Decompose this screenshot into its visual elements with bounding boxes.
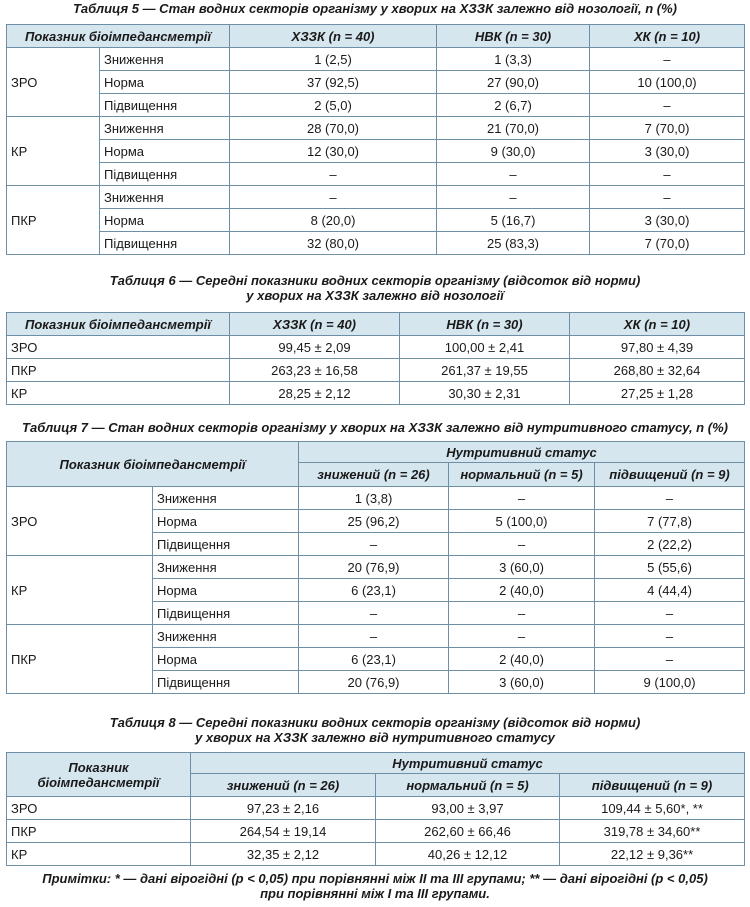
cell: 20 (76,9) <box>299 556 449 579</box>
cell: 21 (70,0) <box>437 117 590 140</box>
cell: 262,60 ± 66,46 <box>376 820 560 843</box>
row-label: Підвищення <box>100 94 230 117</box>
cell: 3 (60,0) <box>449 556 595 579</box>
table-row <box>7 487 745 510</box>
table-row <box>7 556 745 579</box>
table6-header-indicator: Показник біоімпедансметрії <box>7 313 230 336</box>
table6-caption-line1: Таблиця 6 — Середні показники водних секторів організму (відсоток від норми) <box>109 273 641 288</box>
group-label: ЗРО <box>7 48 100 117</box>
table7-subheader-col1: знижений (n = 26) <box>299 463 449 487</box>
cell: 40,26 ± 12,12 <box>376 843 560 866</box>
table7-header-group: Нутритивний статус <box>299 442 745 463</box>
table7-caption: Таблиця 7 — Стан водних секторів організму у хворих на ХЗЗК залежно від нутритивного статусу, n (%) <box>22 420 728 435</box>
row-label: Норма <box>153 510 299 533</box>
row-label: ЗРО <box>7 336 230 359</box>
footnote-line1: Примітки: * — дані вірогідні (р < 0,05) при порівнянні між II та III групами; ** — дані вірогідні (р < 0,05) <box>42 871 708 886</box>
table5-header-col3: ХК (n = 10) <box>590 25 745 48</box>
cell: – <box>595 602 745 625</box>
table8 <box>6 752 745 866</box>
table8-subheader-col3: підвищений (n = 9) <box>560 774 745 797</box>
row-label: Підвищення <box>153 602 299 625</box>
cell: 22,12 ± 9,36** <box>560 843 745 866</box>
table6-caption <box>0 273 750 303</box>
cell: 2 (40,0) <box>449 648 595 671</box>
table6-header-col2: НВК (n = 30) <box>400 313 570 336</box>
table7-subheader-col2: нормальний (n = 5) <box>449 463 595 487</box>
cell: – <box>449 533 595 556</box>
table5-caption: Таблиця 5 — Стан водних секторів організму у хворих на ХЗЗК залежно від нозології, n (%) <box>72 1 678 16</box>
table8-header-indicator <box>7 753 191 797</box>
table-row <box>7 71 745 94</box>
table6-caption-line2: у хворих на ХЗЗК залежно від нозології <box>246 288 504 303</box>
cell: 261,37 ± 19,55 <box>400 359 570 382</box>
cell: 2 (5,0) <box>230 94 437 117</box>
row-label: Зниження <box>100 48 230 71</box>
cell: 28,25 ± 2,12 <box>230 382 400 405</box>
cell: 3 (30,0) <box>590 140 745 163</box>
row-label: Норма <box>153 579 299 602</box>
table8-caption-line1: Таблиця 8 — Середні показники водних секторів організму (відсоток від норми) <box>109 715 641 730</box>
table5 <box>6 24 745 255</box>
cell: – <box>299 602 449 625</box>
cell: – <box>299 625 449 648</box>
group-label: КР <box>7 117 100 186</box>
table6-header-col3: ХК (n = 10) <box>570 313 745 336</box>
row-label: Підвищення <box>100 232 230 255</box>
table5-header-col1: ХЗЗК (n = 40) <box>230 25 437 48</box>
cell: – <box>590 94 745 117</box>
table-row <box>7 382 745 405</box>
cell: 27 (90,0) <box>437 71 590 94</box>
cell: 2 (40,0) <box>449 579 595 602</box>
table-row <box>7 843 745 866</box>
group-label: КР <box>7 556 153 625</box>
row-label: Норма <box>100 71 230 94</box>
row-label: Зниження <box>153 487 299 510</box>
cell: – <box>299 533 449 556</box>
cell: 25 (96,2) <box>299 510 449 533</box>
cell: 8 (20,0) <box>230 209 437 232</box>
cell: 3 (60,0) <box>449 671 595 694</box>
cell: 7 (70,0) <box>590 117 745 140</box>
cell: 5 (100,0) <box>449 510 595 533</box>
cell: – <box>595 487 745 510</box>
row-label: Зниження <box>153 556 299 579</box>
table8-caption-line2: у хворих на ХЗЗК залежно від нутритивного статусу <box>195 730 555 745</box>
table7-header-indicator: Показник біоімпедансметрії <box>7 442 299 487</box>
footnote <box>0 871 750 901</box>
row-label: Норма <box>100 209 230 232</box>
cell: 5 (55,6) <box>595 556 745 579</box>
table-row <box>7 163 745 186</box>
cell: 263,23 ± 16,58 <box>230 359 400 382</box>
cell: – <box>590 186 745 209</box>
row-label: ЗРО <box>7 797 191 820</box>
cell: 30,30 ± 2,31 <box>400 382 570 405</box>
table5-header-indicator: Показник біоімпедансметрії <box>7 25 230 48</box>
row-label: Підвищення <box>153 533 299 556</box>
cell: 20 (76,9) <box>299 671 449 694</box>
table-row <box>7 48 745 71</box>
cell: 37 (92,5) <box>230 71 437 94</box>
table8-header-indicator-line2: біоімпедансметрії <box>37 774 160 790</box>
cell: 1 (3,8) <box>299 487 449 510</box>
row-label: КР <box>7 382 230 405</box>
cell: 28 (70,0) <box>230 117 437 140</box>
cell: 5 (16,7) <box>437 209 590 232</box>
cell: 12 (30,0) <box>230 140 437 163</box>
table-row <box>7 94 745 117</box>
cell: – <box>437 186 590 209</box>
cell: – <box>449 487 595 510</box>
cell: 2 (22,2) <box>595 533 745 556</box>
cell: 99,45 ± 2,09 <box>230 336 400 359</box>
cell: 100,00 ± 2,41 <box>400 336 570 359</box>
cell: 7 (70,0) <box>590 232 745 255</box>
cell: 32 (80,0) <box>230 232 437 255</box>
table-row <box>7 797 745 820</box>
table-row <box>7 336 745 359</box>
cell: 25 (83,3) <box>437 232 590 255</box>
table-row <box>7 209 745 232</box>
cell: 1 (2,5) <box>230 48 437 71</box>
table8-subheader-col2: нормальний (n = 5) <box>376 774 560 797</box>
table7-subheader-col3: підвищений (n = 9) <box>595 463 745 487</box>
table-row <box>7 625 745 648</box>
row-label: КР <box>7 843 191 866</box>
cell: 7 (77,8) <box>595 510 745 533</box>
cell: 1 (3,3) <box>437 48 590 71</box>
cell: 6 (23,1) <box>299 579 449 602</box>
cell: 109,44 ± 5,60*, ** <box>560 797 745 820</box>
table8-header-indicator-line1: Показник <box>68 759 129 775</box>
group-label: ЗРО <box>7 487 153 556</box>
cell: 97,23 ± 2,16 <box>191 797 376 820</box>
cell: – <box>230 163 437 186</box>
cell: – <box>449 625 595 648</box>
table7 <box>6 441 745 694</box>
row-label: ПКР <box>7 359 230 382</box>
row-label: Зниження <box>100 186 230 209</box>
cell: 268,80 ± 32,64 <box>570 359 745 382</box>
cell: 9 (100,0) <box>595 671 745 694</box>
cell: – <box>449 602 595 625</box>
cell: 27,25 ± 1,28 <box>570 382 745 405</box>
table-row <box>7 820 745 843</box>
cell: 97,80 ± 4,39 <box>570 336 745 359</box>
cell: 93,00 ± 3,97 <box>376 797 560 820</box>
cell: – <box>590 163 745 186</box>
cell: – <box>230 186 437 209</box>
table8-header-group: Нутритивний статус <box>191 753 745 774</box>
table-row <box>7 117 745 140</box>
table-row <box>7 359 745 382</box>
row-label: Зниження <box>153 625 299 648</box>
cell: 32,35 ± 2,12 <box>191 843 376 866</box>
cell: – <box>437 163 590 186</box>
group-label: ПКР <box>7 625 153 694</box>
row-label: Підвищення <box>153 671 299 694</box>
table-row <box>7 186 745 209</box>
table6-header-col1: ХЗЗК (n = 40) <box>230 313 400 336</box>
cell: – <box>590 48 745 71</box>
cell: 4 (44,4) <box>595 579 745 602</box>
cell: 3 (30,0) <box>590 209 745 232</box>
cell: 2 (6,7) <box>437 94 590 117</box>
row-label: Норма <box>153 648 299 671</box>
table5-header-col2: НВК (n = 30) <box>437 25 590 48</box>
group-label: ПКР <box>7 186 100 255</box>
footnote-line2: при порівнянні між I та III групами. <box>260 886 490 901</box>
cell: – <box>595 648 745 671</box>
cell: 6 (23,1) <box>299 648 449 671</box>
cell: 264,54 ± 19,14 <box>191 820 376 843</box>
cell: 10 (100,0) <box>590 71 745 94</box>
table-row <box>7 140 745 163</box>
row-label: Зниження <box>100 117 230 140</box>
cell: 319,78 ± 34,60** <box>560 820 745 843</box>
table8-caption <box>0 715 750 745</box>
row-label: Підвищення <box>100 163 230 186</box>
table6 <box>6 312 745 405</box>
row-label: ПКР <box>7 820 191 843</box>
row-label: Норма <box>100 140 230 163</box>
table8-subheader-col1: знижений (n = 26) <box>191 774 376 797</box>
table-row <box>7 232 745 255</box>
cell: 9 (30,0) <box>437 140 590 163</box>
cell: – <box>595 625 745 648</box>
